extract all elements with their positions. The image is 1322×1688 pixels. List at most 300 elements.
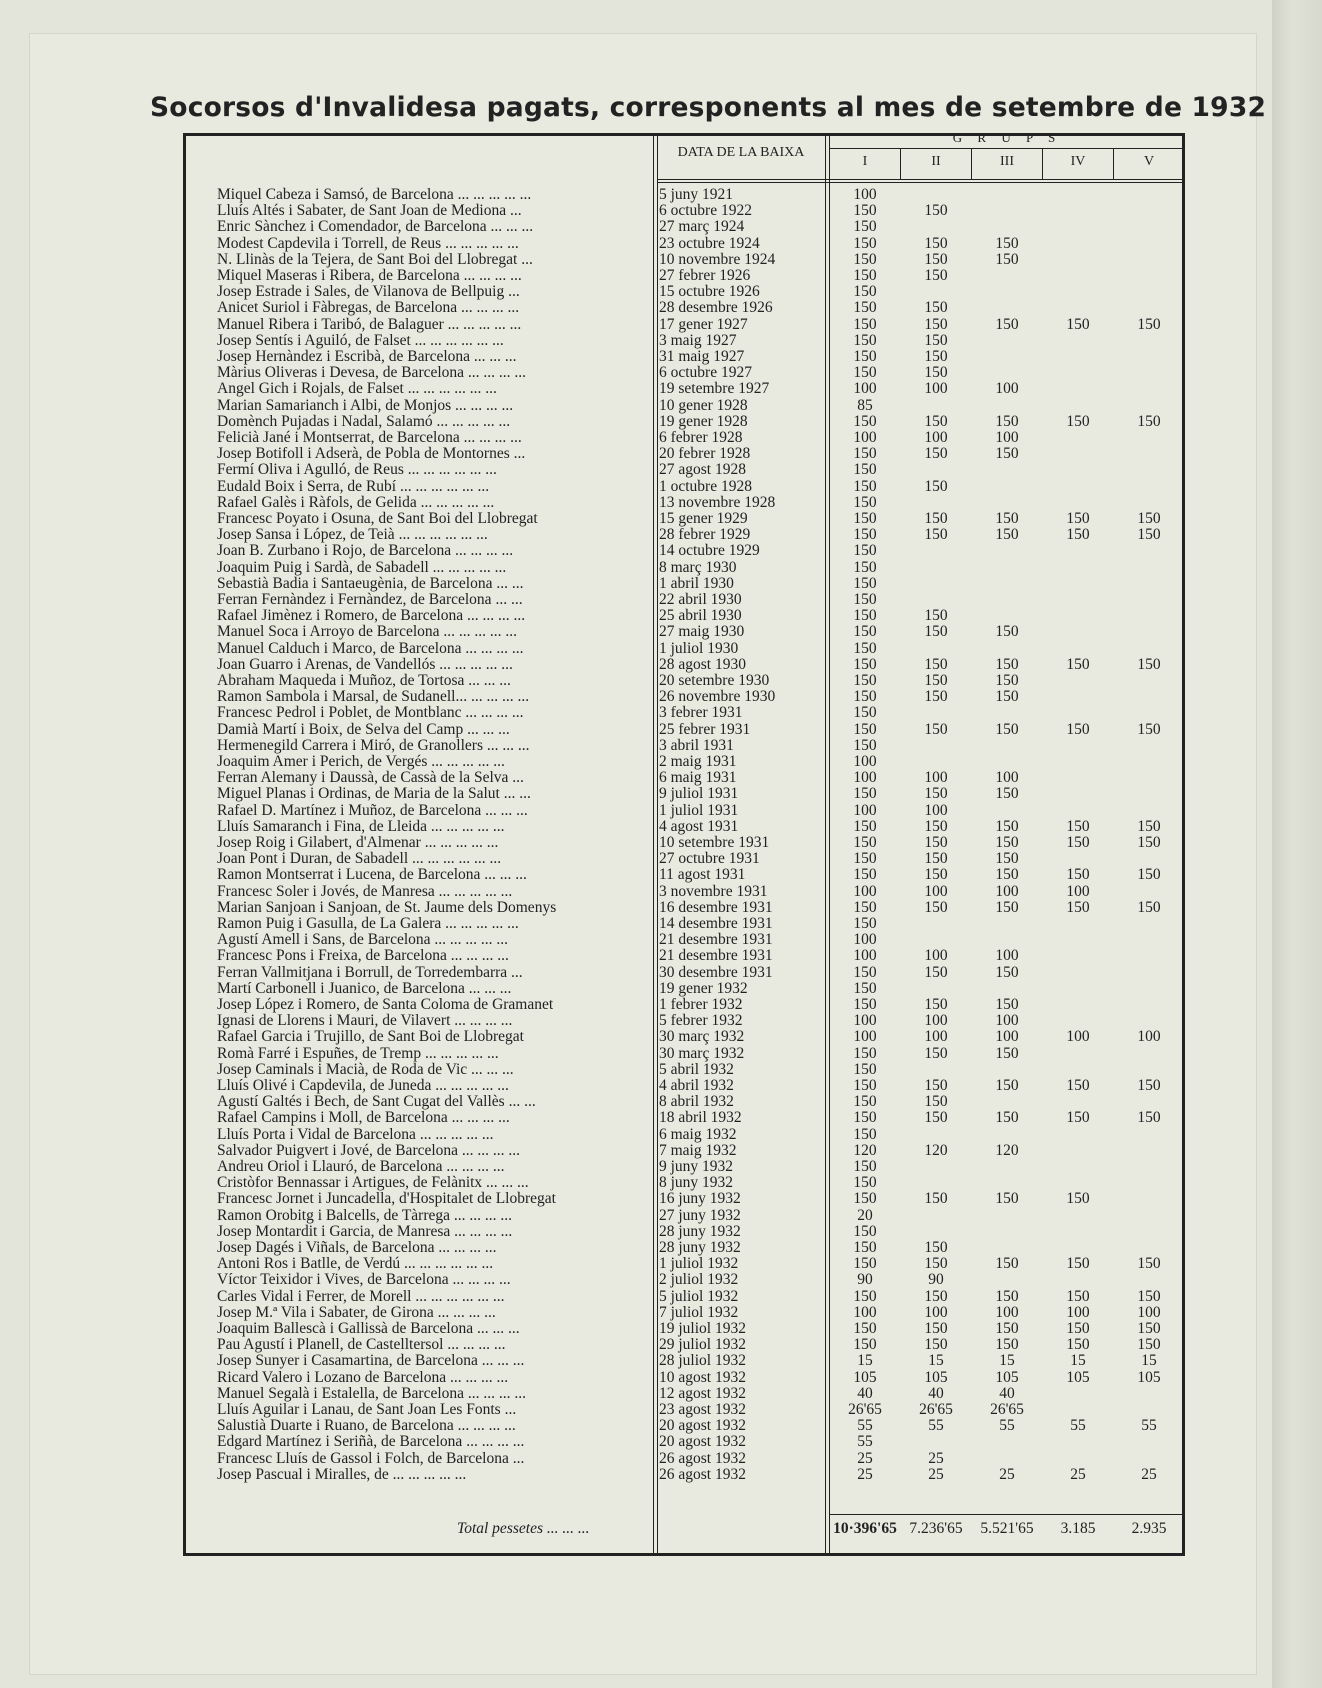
leave-date: 6 octubre 1927 <box>659 365 752 382</box>
group-amount-1: 150 <box>853 1287 877 1305</box>
recipient-name: Francesc Jornet i Juncadella, d'Hospitalet de Llobregat <box>217 1191 556 1208</box>
group-amount-1: 90 <box>857 1271 873 1289</box>
group-amount-2: 15 <box>928 1352 944 1370</box>
recipient-name: Agustí Galtés i Bech, de Sant Cugat del Vallès ... ... <box>217 1094 536 1111</box>
group-amount-2: 150 <box>924 477 948 495</box>
leave-date: 4 agost 1931 <box>659 818 739 835</box>
recipient-name: Rafael Garcia i Trujillo, de Sant Boi de Llobregat <box>217 1029 524 1046</box>
group-amount-5: 55 <box>1141 1417 1157 1435</box>
group-amount-1: 150 <box>853 250 877 268</box>
table-row <box>183 705 1185 721</box>
leave-date: 22 abril 1930 <box>659 592 742 608</box>
recipient-name: Ricard Valero i Lozano de Barcelona ... ... ... ... <box>217 1369 509 1386</box>
table-row <box>183 511 1185 527</box>
group-amount-1: 100 <box>853 380 877 398</box>
leave-date: 6 maig 1932 <box>659 1126 737 1143</box>
group-amount-3: 55 <box>999 1417 1015 1435</box>
table-row <box>183 722 1185 738</box>
group-amount-1: 150 <box>853 720 877 738</box>
table-row <box>183 284 1185 300</box>
leave-date: 9 juliol 1931 <box>659 786 739 803</box>
group-amount-1: 150 <box>853 639 877 657</box>
table-row <box>183 1337 1185 1353</box>
leave-date: 10 gener 1928 <box>659 397 748 414</box>
group-amount-5: 150 <box>1137 526 1161 544</box>
recipient-name: Joaquim Puig i Sardà, de Sabadell ... ... ... ... ... <box>217 559 507 576</box>
leave-date: 15 octubre 1926 <box>659 284 760 301</box>
group-amount-2: 100 <box>924 1028 948 1046</box>
leave-date: 5 juliol 1932 <box>659 1288 739 1305</box>
table-row <box>183 835 1185 851</box>
group-amount-1: 100 <box>853 753 877 770</box>
recipient-name: Josep Sansa i López, de Teià ... ... ... ... ... ... <box>217 527 488 544</box>
group-amount-2: 100 <box>924 801 948 819</box>
table-row <box>183 916 1185 932</box>
table-row <box>183 592 1185 608</box>
group-amount-1: 150 <box>853 898 877 916</box>
group-amount-3: 26'65 <box>990 1401 1024 1418</box>
leave-date: 25 febrer 1931 <box>659 721 751 738</box>
leave-date: 28 juliol 1932 <box>659 1353 746 1370</box>
group-amount-4: 150 <box>1066 1336 1090 1354</box>
group-amount-1: 150 <box>853 1158 877 1175</box>
group-amount-1: 150 <box>853 267 877 284</box>
group-amount-1: 150 <box>853 1044 877 1062</box>
table-row <box>183 851 1185 867</box>
recipient-name: Lluís Olivé i Capdevila, de Juneda ... ... ... ... ... <box>217 1078 509 1094</box>
recipient-name: Josep Pascual i Miralles, de ... ... ... ... ... <box>217 1466 467 1483</box>
group-amount-4: 150 <box>1066 1077 1090 1094</box>
leave-date: 3 febrer 1931 <box>659 705 743 722</box>
group-amount-1: 100 <box>853 186 877 203</box>
group-amount-2: 150 <box>924 412 948 430</box>
leave-date: 27 juny 1932 <box>659 1207 741 1224</box>
group-amount-1: 150 <box>853 412 877 430</box>
leave-date: 16 desembre 1931 <box>659 899 773 916</box>
leave-date: 29 juliol 1932 <box>659 1337 746 1354</box>
group-amount-1: 100 <box>853 1028 877 1046</box>
group-amount-2: 150 <box>924 607 948 625</box>
group-amount-1: 150 <box>853 445 877 463</box>
recipient-name: Miquel Maseras i Ribera, de Barcelona ... ... ... ... <box>217 268 522 284</box>
recipient-name: Francesc Soler i Jovés, de Manresa ... ... ... ... ... <box>217 883 513 900</box>
group-amount-2: 25 <box>928 1449 944 1467</box>
leave-date: 9 juny 1932 <box>659 1159 734 1175</box>
table-row <box>183 803 1185 819</box>
group-amount-1: 150 <box>853 996 877 1013</box>
table-row <box>183 1321 1185 1337</box>
group-amount-1: 55 <box>857 1417 873 1435</box>
group-amount-3: 150 <box>995 817 1019 835</box>
group-amount-1: 150 <box>853 591 877 608</box>
table-row <box>183 1143 1185 1159</box>
recipient-name: Rafael Galès i Ràfols, de Gelida ... ... ... ... ... <box>217 494 495 511</box>
group-amount-1: 20 <box>857 1206 873 1224</box>
leave-date: 3 maig 1927 <box>659 332 737 349</box>
recipient-name: Edgard Martínez i Seriñà, de Barcelona ... ... ... ... <box>217 1434 525 1451</box>
recipient-name: Enric Sànchez i Comendador, de Barcelona ... ... ... <box>217 219 534 236</box>
recipient-name: Manuel Ribera i Taribó, de Balaguer ... ... ... ... ... <box>217 316 522 333</box>
table-row <box>183 333 1185 349</box>
table-row <box>183 219 1185 235</box>
table-row <box>183 414 1185 430</box>
group-amount-1: 150 <box>853 1093 877 1111</box>
group-amount-3: 150 <box>995 785 1019 803</box>
recipient-name: Felicià Jané i Montserrat, de Barcelona ... ... ... ... <box>217 430 522 446</box>
group-amount-3: 150 <box>995 412 1019 430</box>
group-amount-3: 150 <box>995 720 1019 738</box>
group-amount-4: 100 <box>1066 882 1090 900</box>
recipient-name: Domènch Pujadas i Nadal, Salamó ... ... ... ... ... <box>217 413 511 430</box>
recipient-name: Màrius Oliveras i Devesa, de Barcelona ... ... ... ... <box>217 365 527 382</box>
group-amount-2: 150 <box>924 996 948 1013</box>
group-amount-1: 150 <box>853 834 877 851</box>
leave-date: 1 juliol 1930 <box>659 640 739 657</box>
group-amount-5: 150 <box>1137 1287 1161 1305</box>
leave-date: 28 juny 1932 <box>659 1240 741 1256</box>
group-amount-1: 150 <box>853 915 877 932</box>
leave-date: 12 agost 1932 <box>659 1385 746 1402</box>
table-row <box>183 1240 1185 1256</box>
recipient-name: Francesc Lluís de Gassol i Folch, de Barcelona ... <box>217 1450 525 1467</box>
group-amount-5: 25 <box>1141 1465 1157 1483</box>
group-header-i: I <box>862 154 868 169</box>
recipient-name: Eudald Boix i Serra, de Rubí ... ... ... ... ... ... <box>217 478 490 495</box>
table-row <box>183 1418 1185 1434</box>
recipient-name: Miguel Planas i Ordinas, de Maria de la Salut ... ... <box>217 786 531 803</box>
group-amount-2: 150 <box>924 1093 948 1111</box>
group-amount-1: 100 <box>853 1012 877 1030</box>
group-amount-1: 150 <box>853 1255 877 1273</box>
group-amount-2: 150 <box>924 1320 948 1337</box>
table-row <box>183 1191 1185 1207</box>
leave-date: 10 setembre 1931 <box>659 835 770 851</box>
recipient-name: Andreu Oriol i Llauró, de Barcelona ... ... ... ... <box>217 1159 505 1175</box>
group-amount-1: 150 <box>853 348 877 365</box>
leave-date: 19 juliol 1932 <box>659 1321 746 1337</box>
group-amount-1: 150 <box>853 1174 877 1192</box>
group-amount-5: 15 <box>1141 1352 1157 1370</box>
group-amount-3: 150 <box>995 1336 1019 1354</box>
leave-date: 4 abril 1932 <box>659 1078 734 1094</box>
table-row <box>183 819 1185 835</box>
table-row <box>183 641 1185 657</box>
leave-date: 15 gener 1929 <box>659 511 748 527</box>
recipient-name: Hermenegild Carrera i Miró, de Granollers ... ... ... <box>217 737 530 754</box>
leave-date: 10 novembre 1924 <box>659 251 776 268</box>
recipient-name: Anicet Suriol i Fàbregas, de Barcelona ... ... ... ... <box>217 300 520 317</box>
recipient-name: Ferran Fernàndez i Fernàndez, de Barcelona ... ... <box>217 592 523 608</box>
group-amount-1: 55 <box>857 1433 873 1451</box>
leave-date: 8 abril 1932 <box>659 1094 734 1111</box>
recipient-name: Lluís Aguilar i Lanau, de Sant Joan Les Fonts ... <box>217 1402 517 1418</box>
table-row <box>183 1305 1185 1321</box>
group-amount-1: 25 <box>857 1449 873 1467</box>
leave-date: 7 juliol 1932 <box>659 1304 739 1321</box>
leave-date: 7 maig 1932 <box>659 1142 737 1159</box>
total-group-iii: 5.521'65 <box>980 1520 1034 1537</box>
group-amount-3: 150 <box>995 1077 1019 1094</box>
table-row <box>183 1078 1185 1094</box>
table-row <box>183 1434 1185 1450</box>
leave-date: 20 agost 1932 <box>659 1418 746 1435</box>
group-amount-4: 150 <box>1066 315 1090 333</box>
group-amount-3: 105 <box>995 1368 1019 1386</box>
leave-date: 1 juliol 1931 <box>659 802 739 819</box>
group-amount-2: 150 <box>924 445 948 463</box>
group-amount-1: 150 <box>853 299 877 317</box>
leave-date: 6 febrer 1928 <box>659 430 743 446</box>
group-amount-4: 150 <box>1066 1287 1090 1305</box>
group-amount-3: 100 <box>995 947 1019 965</box>
table-row <box>183 1127 1185 1143</box>
leave-date: 2 maig 1931 <box>659 754 737 770</box>
leave-date: 10 agost 1932 <box>659 1369 746 1386</box>
group-amount-3: 150 <box>995 250 1019 268</box>
group-amount-3: 100 <box>995 380 1019 398</box>
group-amount-2: 150 <box>924 866 948 884</box>
invalidity-payments-table <box>183 130 1185 1555</box>
group-amount-3: 150 <box>995 996 1019 1013</box>
recipient-name: Ferran Alemany i Daussà, de Cassà de la Selva ... <box>217 770 524 787</box>
group-amount-2: 150 <box>924 655 948 673</box>
group-amount-2: 150 <box>924 720 948 738</box>
group-amount-2: 105 <box>924 1368 948 1386</box>
group-amount-5: 150 <box>1137 1077 1161 1094</box>
group-amount-1: 150 <box>853 461 877 479</box>
leave-date: 28 febrer 1929 <box>659 527 751 544</box>
group-amount-1: 150 <box>853 1077 877 1094</box>
table-row <box>183 317 1185 333</box>
table-row <box>183 657 1185 673</box>
leave-date: 20 setembre 1930 <box>659 673 770 689</box>
leave-date: 23 agost 1932 <box>659 1402 746 1418</box>
table-row <box>183 398 1185 414</box>
group-amount-2: 26'65 <box>919 1401 953 1418</box>
leave-date: 27 març 1924 <box>659 219 745 236</box>
leave-date: 8 març 1930 <box>659 559 737 576</box>
group-amount-5: 150 <box>1137 1320 1161 1337</box>
recipient-name: Lluís Samaranch i Fina, de Lleida ... ... ... ... ... <box>217 818 505 835</box>
leave-date: 5 febrer 1932 <box>659 1013 743 1030</box>
group-amount-1: 150 <box>853 1222 877 1240</box>
group-amount-2: 150 <box>924 1044 948 1062</box>
table-row <box>183 932 1185 948</box>
group-header-iii: III <box>1000 154 1014 169</box>
group-amount-2: 150 <box>924 250 948 268</box>
leave-date: 6 maig 1931 <box>659 770 737 787</box>
group-amount-3: 150 <box>995 1109 1019 1127</box>
table-row <box>183 770 1185 786</box>
recipient-name: Josep Caminals i Macià, de Roda de Vic ... ... ... <box>217 1061 514 1078</box>
table-row <box>183 543 1185 559</box>
group-amount-1: 85 <box>857 396 873 414</box>
leave-date: 8 juny 1932 <box>659 1175 734 1192</box>
leave-date: 11 agost 1931 <box>659 867 746 884</box>
recipient-name: Francesc Poyato i Osuna, de Sant Boi del Llobregat <box>217 511 538 527</box>
group-amount-5: 105 <box>1137 1368 1161 1386</box>
table-row <box>183 365 1185 381</box>
group-header-ii: II <box>931 154 941 169</box>
table-row <box>183 1013 1185 1029</box>
recipient-name: Ramon Montserrat i Lucena, de Barcelona ... ... ... <box>217 867 527 884</box>
recipient-name: Ignasi de Llorens i Mauri, de Vilavert ... ... ... ... <box>217 1013 513 1030</box>
leave-date: 5 juny 1921 <box>659 187 734 203</box>
page-title: Socorsos d'Invalidesa pagats, corresponents al mes de setembre de 1932 <box>150 92 1267 123</box>
leave-date: 16 juny 1932 <box>659 1191 741 1208</box>
recipient-name: Josep Hernàndez i Escribà, de Barcelona ... ... ... <box>217 349 517 365</box>
group-amount-4: 100 <box>1066 1303 1090 1321</box>
group-amount-3: 150 <box>995 1320 1019 1337</box>
group-amount-3: 150 <box>995 672 1019 689</box>
group-amount-1: 100 <box>853 882 877 900</box>
group-amount-1: 150 <box>853 785 877 803</box>
leave-date: 14 octubre 1929 <box>659 543 760 560</box>
table-row <box>183 1370 1185 1386</box>
table-row <box>183 867 1185 883</box>
leave-date: 19 setembre 1927 <box>659 381 770 398</box>
group-amount-3: 100 <box>995 1028 1019 1046</box>
group-amount-2: 150 <box>924 299 948 317</box>
group-amount-1: 150 <box>853 283 877 301</box>
table-row <box>183 689 1185 705</box>
group-amount-1: 100 <box>853 801 877 819</box>
table-row <box>183 997 1185 1013</box>
group-amount-2: 150 <box>924 1336 948 1354</box>
recipient-name: Abraham Maqueda i Muñoz, de Tortosa ... ... ... <box>217 673 511 689</box>
leave-date: 5 abril 1932 <box>659 1061 734 1078</box>
leave-date: 3 novembre 1931 <box>659 883 768 900</box>
group-amount-3: 40 <box>999 1384 1015 1402</box>
group-amount-5: 100 <box>1137 1303 1161 1321</box>
group-amount-4: 150 <box>1066 412 1090 430</box>
group-amount-5: 150 <box>1137 1336 1161 1354</box>
recipient-name: Josep Estrade i Sales, de Vilanova de Bellpuig ... <box>217 284 520 301</box>
recipient-name: N. Llinàs de la Tejera, de Sant Boi del Llobregat ... <box>217 251 533 268</box>
recipient-name: Modest Capdevila i Torrell, de Reus ... ... ... ... ... <box>217 235 519 252</box>
recipient-name: Martí Carbonell i Juanico, de Barcelona ... ... ... <box>217 980 512 997</box>
table-row <box>183 965 1185 981</box>
group-amount-3: 150 <box>995 1044 1019 1062</box>
recipient-name: Josep Botifoll i Adserà, de Pobla de Montornes ... <box>217 446 526 463</box>
table-row <box>183 948 1185 964</box>
leave-date: 26 novembre 1930 <box>659 689 776 706</box>
group-amount-5: 150 <box>1137 720 1161 738</box>
recipient-name: Ramon Orobitg i Balcells, de Tàrrega ... ... ... ... <box>217 1207 513 1224</box>
group-amount-1: 120 <box>853 1141 877 1159</box>
group-amount-1: 150 <box>853 866 877 884</box>
table-row <box>183 1208 1185 1224</box>
leave-date: 27 octubre 1931 <box>659 851 760 868</box>
group-amount-3: 150 <box>995 1190 1019 1208</box>
recipient-name: Joaquim Ballescà i Gallissà de Barcelona ... ... ... <box>217 1321 520 1337</box>
leave-date: 21 desembre 1931 <box>659 932 773 949</box>
group-amount-4: 150 <box>1066 1190 1090 1208</box>
group-amount-4: 25 <box>1070 1465 1086 1483</box>
date-column-header: DATA DE LA BAIXA <box>677 145 805 160</box>
leave-date: 19 gener 1928 <box>659 413 748 430</box>
group-amount-2: 150 <box>924 526 948 544</box>
table-row <box>183 1224 1185 1240</box>
page-edge <box>1272 0 1322 1688</box>
group-amount-2: 150 <box>924 1255 948 1273</box>
group-amount-2: 90 <box>928 1271 944 1289</box>
recipient-name: Francesc Pons i Freixa, de Barcelona ... ... ... ... <box>217 948 509 965</box>
total-group-ii: 7.236'65 <box>909 1520 963 1537</box>
leave-date: 30 març 1932 <box>659 1045 745 1062</box>
leave-date: 20 agost 1932 <box>659 1434 746 1451</box>
recipient-name: Joaquim Amer i Perich, de Vergés ... ... ... ... ... <box>217 754 505 770</box>
total-group-iv: 3.185 <box>1060 1520 1096 1537</box>
leave-date: 17 gener 1927 <box>659 316 748 333</box>
group-amount-4: 100 <box>1066 1028 1090 1046</box>
group-amount-3: 25 <box>999 1465 1015 1483</box>
group-amount-2: 150 <box>924 348 948 365</box>
group-amount-5: 150 <box>1137 1255 1161 1273</box>
group-amount-3: 150 <box>995 898 1019 916</box>
recipient-name: Marian Sanjoan i Sanjoan, de St. Jaume dels Domenys <box>217 899 557 916</box>
recipient-name: Antoni Ros i Batlle, de Verdú ... ... ... ... ... ... <box>217 1256 494 1273</box>
group-amount-4: 105 <box>1066 1368 1090 1386</box>
group-amount-1: 150 <box>853 202 877 220</box>
leave-date: 1 octubre 1928 <box>659 478 752 495</box>
table-row <box>183 446 1185 462</box>
group-amount-4: 150 <box>1066 510 1090 527</box>
group-amount-2: 150 <box>924 785 948 803</box>
group-amount-2: 150 <box>924 898 948 916</box>
group-amount-1: 150 <box>853 1060 877 1078</box>
recipient-name: Josep López i Romero, de Santa Coloma de Gramanet <box>217 997 554 1013</box>
group-amount-3: 150 <box>995 445 1019 463</box>
groups-label-rule <box>829 148 1185 149</box>
recipient-name: Marian Samarianch i Albi, de Monjos ... ... ... ... <box>217 397 514 414</box>
group-amount-1: 150 <box>853 850 877 868</box>
recipient-name: Lluís Porta i Vidal de Barcelona ... ... ... ... ... <box>217 1126 494 1143</box>
group-amount-4: 150 <box>1066 720 1090 738</box>
group-amount-2: 120 <box>924 1141 948 1159</box>
table-row <box>183 268 1185 284</box>
group-amount-2: 100 <box>924 1303 948 1321</box>
group-amount-2: 55 <box>928 1417 944 1435</box>
table-row <box>183 527 1185 543</box>
group-amount-1: 150 <box>853 510 877 527</box>
recipient-name: Salvador Puigvert i Jové, de Barcelona ... ... ... ... <box>217 1142 521 1159</box>
table-row <box>183 1256 1185 1272</box>
recipient-name: Salustià Duarte i Ruano, de Barcelona ... ... ... ... <box>217 1418 516 1435</box>
group-amount-4: 15 <box>1070 1352 1086 1370</box>
group-header-iv: IV <box>1070 154 1086 169</box>
group-amount-3: 150 <box>995 834 1019 851</box>
table-row <box>183 673 1185 689</box>
recipient-name: Manuel Soca i Arroyo de Barcelona ... ... ... ... ... <box>217 624 518 641</box>
leave-date: 6 octubre 1922 <box>659 203 752 220</box>
group-amount-4: 150 <box>1066 526 1090 544</box>
group-amount-1: 150 <box>853 331 877 349</box>
table-row <box>183 1094 1185 1110</box>
group-amount-1: 40 <box>857 1384 873 1402</box>
table-row <box>183 1046 1185 1062</box>
recipient-name: Josep Dagés i Viñals, de Barcelona ... ... ... ... <box>217 1240 497 1256</box>
table-row <box>183 203 1185 219</box>
recipient-name: Manuel Calduch i Marco, de Barcelona ... ... ... ... <box>217 640 524 657</box>
total-rule <box>829 1514 1185 1515</box>
group-amount-3: 120 <box>995 1141 1019 1159</box>
recipient-name: Josep Roig i Gilabert, d'Almenar ... ... ... ... ... <box>217 835 499 851</box>
group-amount-2: 40 <box>928 1384 944 1402</box>
group-amount-2: 150 <box>924 963 948 981</box>
group-amount-2: 150 <box>924 1287 948 1305</box>
group-amount-2: 150 <box>924 267 948 284</box>
